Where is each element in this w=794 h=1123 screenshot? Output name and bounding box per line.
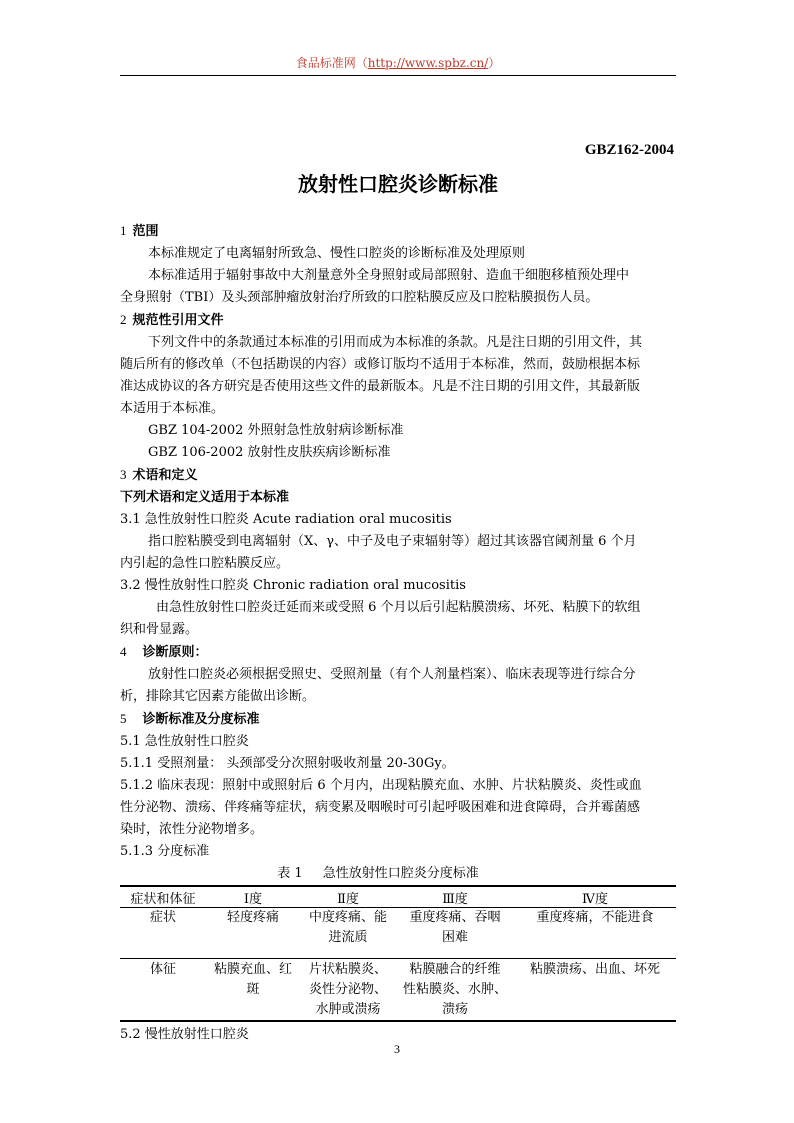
subsection-heading: 5.1.1 受照剂量： 头颈部受分次照射吸收剂量 20-30Gy。 bbox=[120, 756, 455, 771]
paragraph: 本标准规定了电离辐射所致急、慢性口腔炎的诊断标准及处理原则 bbox=[148, 246, 526, 261]
paragraph: 性分泌物、溃疡、伴疼痛等症状，病变累及咽喉时可引起呼吸困难和进食障碍，合并霉菌感 bbox=[120, 800, 641, 815]
paragraph: 5.1.2 临床表现：照射中或照射后 6 个月内，出现粘膜充血、水肿、片状粘膜炎、炎性或血 bbox=[120, 778, 642, 793]
table-cell: 重度疼痛、吞咽 困难 bbox=[409, 910, 501, 945]
terms-intro: 下列术语和定义适用于本标准 bbox=[120, 490, 290, 505]
grading-table bbox=[120, 885, 676, 1022]
paragraph: 本适用于本标准。 bbox=[120, 401, 225, 416]
section-number: 5 bbox=[120, 711, 127, 726]
subsection-heading: 5.1.3 分度标准 bbox=[120, 844, 210, 859]
table-cell: 粘膜融合的纤维 性粘膜炎、水肿、 溃疡 bbox=[396, 959, 514, 1022]
section-1-heading bbox=[120, 220, 676, 243]
table-header-cell: Ⅱ度 bbox=[300, 886, 396, 908]
section-title: 诊断原则： bbox=[142, 645, 208, 660]
paragraph: 内引起的急性口腔粘膜反应。 bbox=[120, 556, 290, 571]
header-prefix: 食品标准网（ bbox=[295, 56, 368, 70]
paragraph: 全身照射（TBI）及头颈部肿瘤放射治疗所致的口腔粘膜反应及口腔粘膜损伤人员。 bbox=[120, 290, 599, 305]
section-3-heading bbox=[120, 464, 676, 487]
section-title: 术语和定义 bbox=[132, 468, 198, 483]
section-number: 3 bbox=[120, 467, 127, 482]
subsection-heading: 5.2 慢性放射性口腔炎 bbox=[120, 1027, 249, 1042]
paragraph: 由急性放射性口腔炎迁延而来或受照 6 个月以后引起粘膜溃疡、坏死、粘膜下的软组 bbox=[156, 600, 641, 615]
paragraph: 织和骨显露。 bbox=[120, 622, 199, 637]
section-number: 2 bbox=[120, 312, 127, 327]
table-cell: 粘膜充血、红 斑 bbox=[206, 959, 300, 1022]
paragraph: 染时，浓性分泌物增多。 bbox=[120, 822, 264, 837]
table-cell: 重度疼痛，不能进食 bbox=[536, 910, 654, 925]
table-header-cell: Ⅰ度 bbox=[206, 886, 300, 908]
paragraph: 指口腔粘膜受到电离辐射（X、γ、中子及电子束辐射等）超过其该器官阈剂量 6 个月 bbox=[148, 534, 637, 549]
paragraph: 准达成协议的各方研究是否使用这些文件的最新版本。凡是不注日期的引用文件，其最新版 bbox=[120, 379, 641, 394]
paragraph: 析，排除其它因素方能做出诊断。 bbox=[120, 689, 316, 704]
section-number: 4 bbox=[120, 644, 127, 659]
reference-item: GBZ 106-2002 放射性皮肤疾病诊断标准 bbox=[148, 445, 391, 460]
section-4-heading bbox=[120, 641, 676, 664]
table-row bbox=[120, 959, 676, 1022]
term-heading: 3.1 急性放射性口腔炎 Acute radiation oral mucositis bbox=[120, 512, 452, 527]
table-cell: 体征 bbox=[120, 959, 206, 1022]
section-title: 范围 bbox=[132, 224, 159, 239]
term-heading: 3.2 慢性放射性口腔炎 Chronic radiation oral mucositis bbox=[120, 578, 466, 593]
page-number: 3 bbox=[394, 1042, 400, 1056]
paragraph: 本标准适用于辐射事故中大剂量意外全身照射或局部照射、造血干细胞移植预处理中 bbox=[148, 268, 630, 283]
table-cell: 粘膜溃疡、出血、坏死 bbox=[514, 959, 676, 1022]
table-cell: 轻度疼痛 bbox=[226, 910, 279, 925]
header-suffix: ） bbox=[488, 56, 501, 70]
reference-item: GBZ 104-2002 外照射急性放射病诊断标准 bbox=[148, 423, 404, 438]
section-title: 诊断标准及分度标准 bbox=[142, 712, 260, 727]
table-header-cell: Ⅳ度 bbox=[514, 886, 676, 908]
subsection-heading: 5.1 急性放射性口腔炎 bbox=[120, 734, 249, 749]
standard-code: GBZ162-2004 bbox=[584, 142, 674, 158]
section-number: 1 bbox=[120, 223, 127, 238]
table-header-cell: 症状和体征 bbox=[120, 886, 206, 908]
table-row bbox=[120, 908, 676, 959]
header-url-link[interactable]: http://www.spbz.cn/ bbox=[367, 56, 489, 70]
table-header-cell: Ⅲ度 bbox=[396, 886, 514, 908]
section-2-heading bbox=[120, 309, 676, 332]
paragraph: 下列文件中的条款通过本标准的引用而成为本标准的条款。凡是注日期的引用文件，其 bbox=[148, 335, 643, 350]
table-caption-text: 急性放射性口腔炎分度标准 bbox=[322, 866, 479, 881]
paragraph: 随后所有的修改单（不包括勘误的内容）或修订版均不适用于本标准，然而，鼓励根据本标 bbox=[120, 357, 641, 372]
table-header-row bbox=[120, 886, 676, 908]
page-header bbox=[120, 54, 676, 76]
table-cell: 片状粘膜炎、 炎性分泌物、 水肿或溃疡 bbox=[300, 959, 396, 1022]
document-title: 放射性口腔炎诊断标准 bbox=[298, 172, 498, 196]
section-5-heading bbox=[120, 708, 676, 731]
section-title: 规范性引用文件 bbox=[132, 313, 224, 328]
table-caption bbox=[120, 863, 676, 885]
table-caption-number: 表 1 bbox=[277, 866, 303, 881]
table-cell: 症状 bbox=[149, 910, 176, 925]
table-cell: 中度疼痛、能 进流质 bbox=[308, 910, 387, 945]
document-body bbox=[120, 220, 676, 1046]
paragraph: 放射性口腔炎必须根据受照史、受照剂量（有个人剂量档案）、临床表现等进行综合分 bbox=[148, 667, 636, 682]
